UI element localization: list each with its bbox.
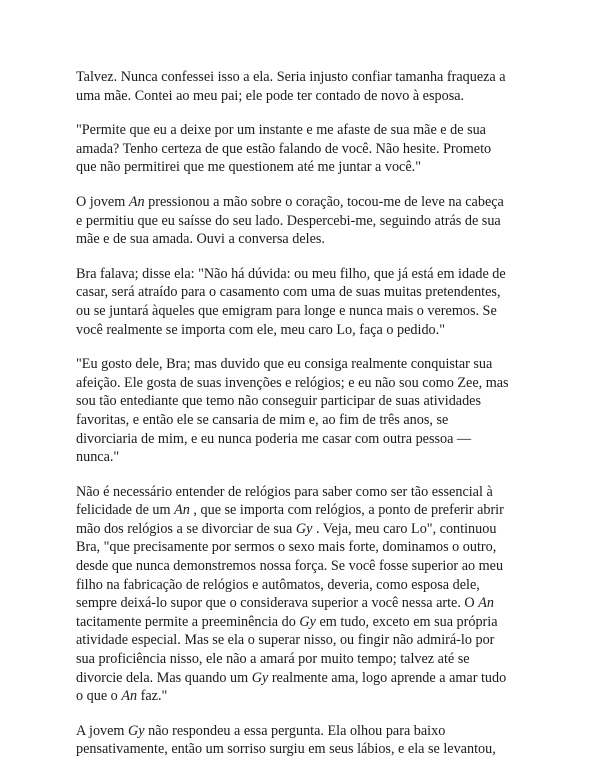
italic-term: An xyxy=(174,502,190,519)
text-run: divorciaria de mim, e eu nunca poderia me casar com outra pessoa — xyxy=(76,430,472,447)
body-text xyxy=(76,68,538,759)
text-run: . Veja, meu caro Lo", continuou xyxy=(312,520,497,537)
text-line xyxy=(76,448,538,467)
text-run: pensativamente, então um sorriso surgiu em seus lábios, e ela se levantou, xyxy=(76,741,496,758)
text-run: sua proficiência nisso, ele não a amará por muito tempo; talvez até se xyxy=(76,651,470,668)
text-line xyxy=(76,321,538,340)
text-run: A jovem xyxy=(76,722,129,739)
paragraph xyxy=(76,265,538,339)
text-run: o que o xyxy=(76,688,122,705)
text-line xyxy=(76,392,538,411)
text-line xyxy=(76,121,538,140)
text-run: mãe e de sua amada. Ouvi a conversa deles. xyxy=(76,231,325,248)
text-run: sou tão entediante que temo não conseguir participar de suas atividades xyxy=(76,393,481,410)
text-line xyxy=(76,613,538,632)
text-line xyxy=(76,230,538,249)
italic-term: An xyxy=(128,193,145,210)
italic-term: An xyxy=(478,595,494,612)
text-run: faz." xyxy=(137,688,168,705)
text-run: amada? Tenho certeza de que estão falando de você. Não hesite. Prometo xyxy=(76,140,492,157)
text-line xyxy=(76,68,538,87)
text-run: em tudo, exceto em sua própria xyxy=(315,613,498,630)
italic-term: An xyxy=(121,688,138,705)
text-line xyxy=(76,722,538,741)
text-line xyxy=(76,302,538,321)
text-run: que não permitirei que me questionem até me juntar a você." xyxy=(76,159,421,176)
paragraph xyxy=(76,68,538,105)
text-line xyxy=(76,193,538,212)
text-line xyxy=(76,576,538,595)
text-run: mão dos relógios a se divorciar de sua xyxy=(76,520,296,537)
text-run: afeição. Ele gosta de suas invenções e relógios; e eu não sou como Zee, mas xyxy=(76,374,509,391)
text-line xyxy=(76,650,538,669)
text-run: felicidade de um xyxy=(76,502,175,519)
paragraph xyxy=(76,483,538,706)
text-run: "Permite que eu a deixe por um instante e me afaste de sua mãe e de sua xyxy=(76,122,486,139)
text-line xyxy=(76,501,538,520)
text-line xyxy=(76,687,538,706)
italic-term: Gy xyxy=(299,613,316,630)
text-line xyxy=(76,374,538,393)
text-run: Não é necessário entender de relógios para saber como ser tão essencial à xyxy=(76,483,493,500)
paragraph xyxy=(76,722,538,759)
text-line xyxy=(76,212,538,231)
text-line xyxy=(76,411,538,430)
text-line xyxy=(76,538,538,557)
italic-term: Gy xyxy=(295,520,313,537)
text-run: realmente ama, logo aprende a amar tudo xyxy=(268,669,507,686)
text-line xyxy=(76,265,538,284)
text-run: sempre deixá-lo supor que o considerava superior a você nessa arte. O xyxy=(76,595,479,612)
text-run: Talvez. Nunca confessei isso a ela. Seria injusto confiar tamanha fraqueza a xyxy=(76,69,506,85)
text-line xyxy=(76,158,538,177)
text-run: tacitamente permite a preeminência do xyxy=(76,613,300,630)
text-run: ou se juntará àqueles que emigram para longe e nunca mais o veremos. Se xyxy=(76,302,497,319)
text-line xyxy=(76,594,538,613)
text-line xyxy=(76,631,538,650)
text-run: filho na fabricação de relógios e autômatos, deveria, como esposa dele, xyxy=(76,576,480,593)
text-run: O jovem xyxy=(76,193,129,210)
text-run: , que se importa com relógios, a ponto de preferir abrir xyxy=(189,502,504,519)
paragraph xyxy=(76,355,538,467)
text-run: atividade especial. Mas se ela o superar nisso, ou fingir não admirá-lo por xyxy=(76,632,495,649)
text-run: favoritas, e então ele se cansaria de mim e, ao fim de três anos, se xyxy=(76,411,449,428)
text-run: uma mãe. Contei ao meu pai; ele pode ter contado de novo à esposa. xyxy=(76,87,465,104)
text-line xyxy=(76,669,538,688)
text-line xyxy=(76,520,538,539)
text-line xyxy=(76,740,538,759)
paragraph xyxy=(76,121,538,177)
text-line xyxy=(76,483,538,502)
text-run: nunca." xyxy=(76,449,120,466)
text-run: "Eu gosto dele, Bra; mas duvido que eu consiga realmente conquistar sua xyxy=(76,356,493,373)
text-run: Bra, "que precisamente por sermos o sexo mais forte, dominamos o outro, xyxy=(76,539,497,556)
text-line xyxy=(76,283,538,302)
text-run: você realmente se importa com ele, meu caro Lo, faça o pedido." xyxy=(76,321,445,338)
text-run: divorcie dela. Mas quando um xyxy=(76,669,252,686)
text-run: não respondeu a essa pergunta. Ela olhou para baixo xyxy=(144,722,446,739)
text-line xyxy=(76,557,538,576)
italic-term: Gy xyxy=(251,669,269,686)
text-run: e permitiu que eu saísse do seu lado. Despercebi-me, seguindo atrás de sua xyxy=(76,212,501,229)
text-run: desde que nunca demonstremos nossa força. Se você fosse superior ao meu xyxy=(76,558,504,575)
text-line xyxy=(76,355,538,374)
text-line xyxy=(76,140,538,159)
text-line xyxy=(76,430,538,449)
italic-term: Gy xyxy=(128,722,145,739)
text-run: casar, será atraído para o casamento com uma de suas muitas pretendentes, xyxy=(76,284,501,301)
paragraph xyxy=(76,193,538,249)
text-line xyxy=(76,87,538,106)
text-run: Bra falava; disse ela: "Não há dúvida: ou meu filho, que já está em idade de xyxy=(76,265,506,282)
text-run: pressionou a mão sobre o coração, tocou-me de leve na cabeça xyxy=(144,193,504,210)
